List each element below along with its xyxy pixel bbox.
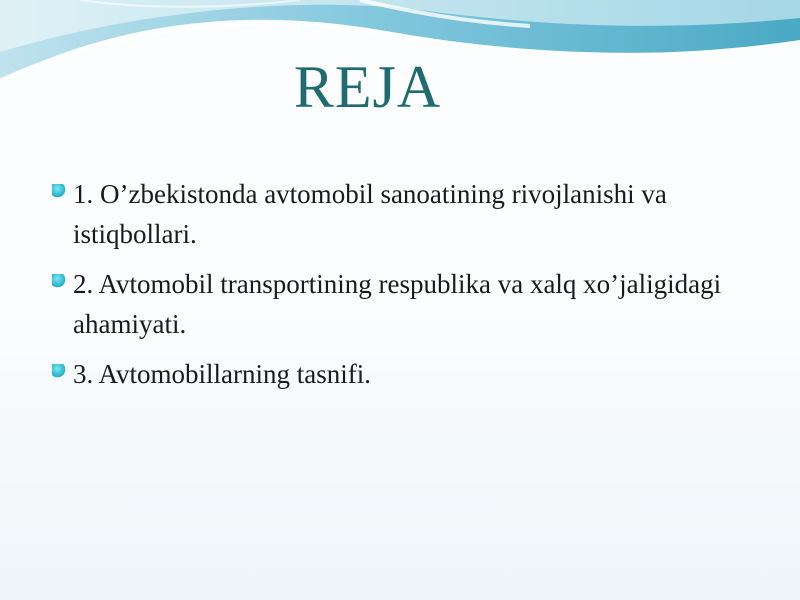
list-item-text: 2. Avtomobil transportining respublika va xalq xo’jaligidagi ahamiyati.: [73, 269, 722, 339]
list-item-text: 1. O’zbekistonda avtomobil sanoatining rivojlanishi va istiqbollari.: [73, 179, 667, 249]
plan-list: [48, 174, 748, 404]
list-item: [48, 264, 748, 344]
teardrop-bullet-icon: [48, 180, 70, 202]
teardrop-bullet-icon: [48, 360, 70, 382]
list-item-text: 3. Avtomobillarning tasnifi.: [73, 359, 371, 389]
slide-title: REJA: [293, 54, 442, 120]
list-item: [48, 174, 748, 254]
list-item: [48, 354, 748, 394]
teardrop-bullet-icon: [48, 270, 70, 292]
